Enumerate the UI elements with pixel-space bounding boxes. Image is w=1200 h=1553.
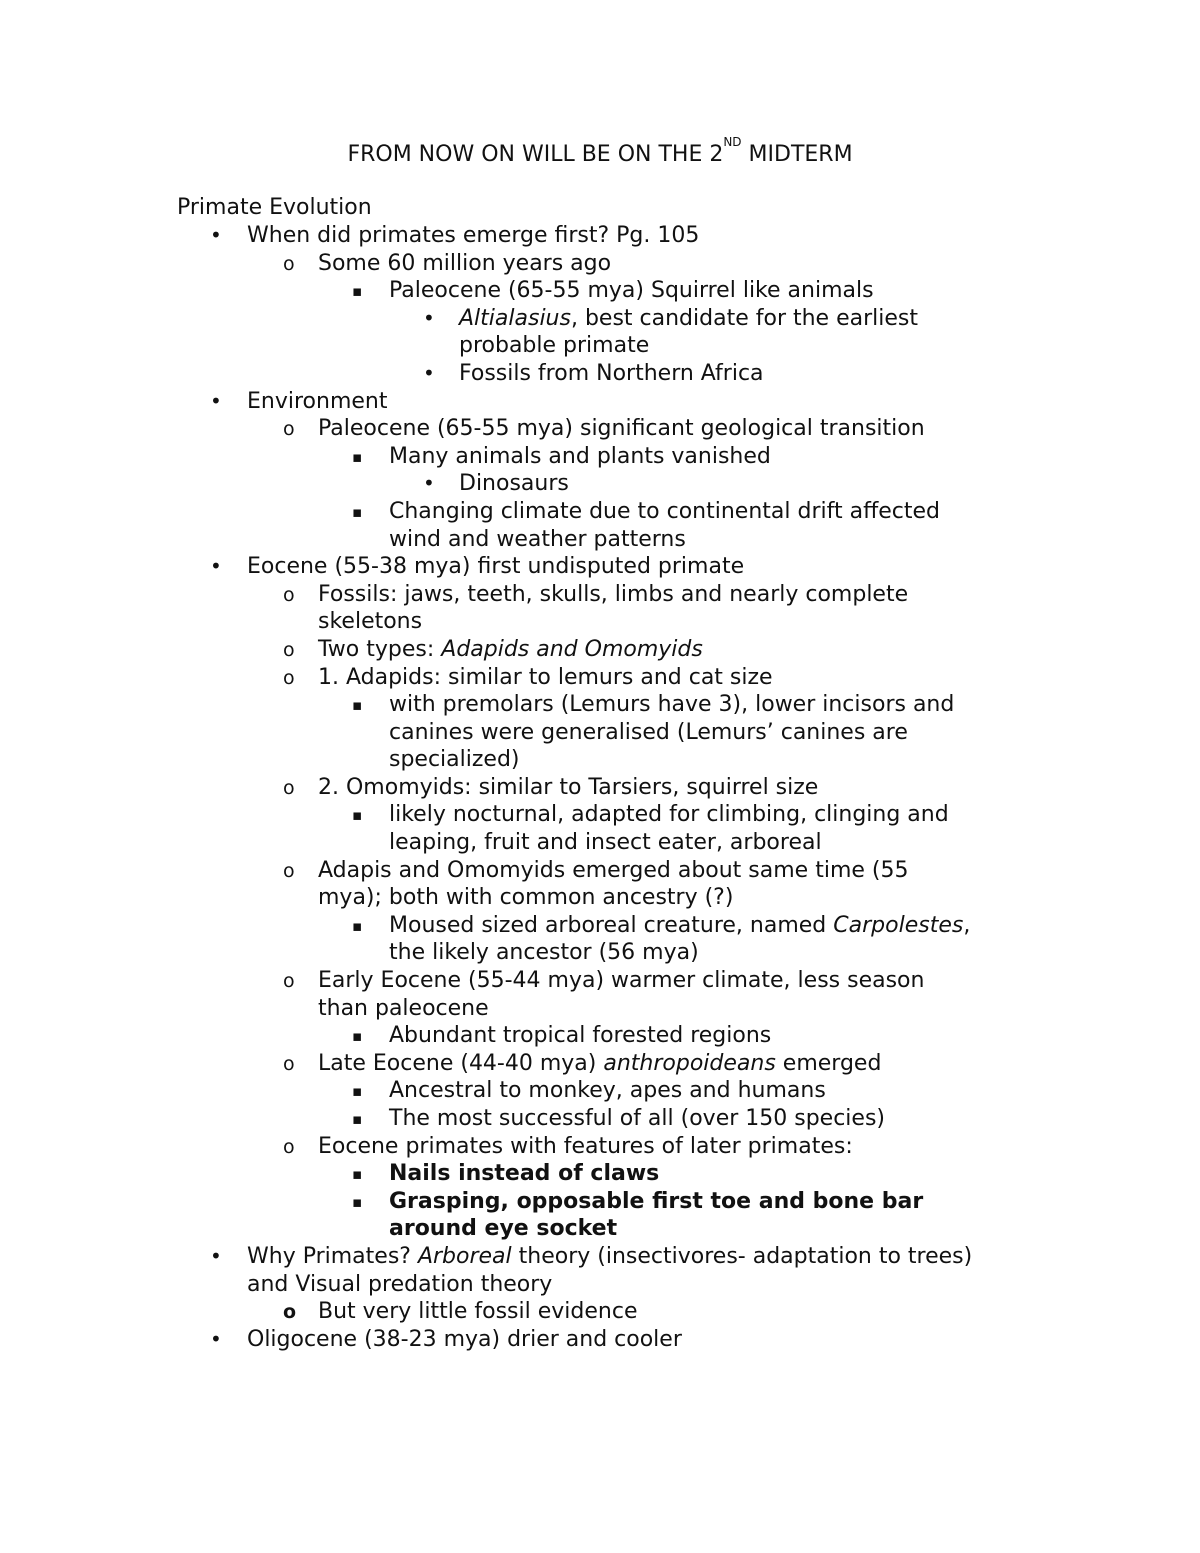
- outline-line-text: [389, 719, 908, 747]
- square-bullet-icon: ▪: [352, 806, 363, 825]
- outline-line-text: [389, 1215, 617, 1243]
- text-run: Eocene primates with features of later primates:: [318, 1133, 853, 1159]
- title-after: MIDTERM: [741, 142, 853, 167]
- outline-line-text: [389, 1022, 771, 1050]
- circle-bullet-icon: o: [283, 970, 295, 993]
- title-main: FROM NOW ON WILL BE ON THE 2: [347, 142, 724, 167]
- circle-bullet-icon: o: [283, 418, 295, 441]
- square-bullet-icon: ▪: [352, 1165, 363, 1184]
- square-bullet-icon: ▪: [352, 1192, 363, 1211]
- text-run: 1. Adapids: similar to lemurs and cat size: [318, 664, 773, 690]
- outline-line-text: [389, 526, 686, 554]
- disc-bullet-icon: •: [423, 305, 435, 330]
- square-bullet-icon: ▪: [352, 1027, 363, 1046]
- text-run: Environment: [247, 388, 388, 414]
- text-run: wind and weather patterns: [389, 526, 686, 552]
- title-superscript: ND: [723, 135, 742, 149]
- outline-line: [0, 415, 1200, 443]
- text-run: mya); both with common ancestry (?): [318, 885, 734, 911]
- text-run: theory (insectivores- adaptation to trees): [511, 1243, 973, 1269]
- square-bullet-icon: ▪: [352, 502, 363, 521]
- outline-line: [0, 967, 1200, 995]
- outline-line-text: [389, 277, 874, 305]
- text-run: with premolars (Lemurs have 3), lower incisors and: [389, 692, 955, 718]
- outline-line: [0, 1022, 1200, 1050]
- outline-line: [0, 222, 1200, 250]
- text-run: Adapids and Omomyids: [441, 636, 703, 662]
- square-bullet-icon: ▪: [352, 916, 363, 935]
- circle-bullet-icon: o: [283, 666, 295, 689]
- text-run: Two types:: [318, 636, 442, 662]
- outline-line: [0, 1271, 1200, 1299]
- outline-line: [0, 1050, 1200, 1078]
- outline-line-text: [318, 636, 703, 664]
- outline-line: [0, 746, 1200, 774]
- outline-line: [0, 608, 1200, 636]
- outline-line-text: [247, 222, 699, 250]
- outline-line: [0, 829, 1200, 857]
- text-run: The most successful of all (over 150 species): [389, 1106, 885, 1131]
- outline-line: [0, 664, 1200, 692]
- outline-line: [0, 388, 1200, 416]
- text-run: and Visual predation theory: [247, 1271, 553, 1297]
- text-run: Moused sized arboreal creature, named: [389, 912, 834, 938]
- text-run: the likely ancestor (56 mya): [389, 940, 699, 966]
- outline-line-text: [247, 1243, 972, 1271]
- text-run: Ancestral to monkey, apes and humans: [389, 1078, 826, 1104]
- outline-line: [0, 277, 1200, 305]
- text-run: Carpolestes: [833, 912, 964, 938]
- outline-line: [0, 691, 1200, 719]
- outline-line-text: [389, 691, 954, 719]
- outline-line-text: [247, 1271, 552, 1299]
- text-run: Many animals and plants vanished: [389, 443, 771, 469]
- disc-bullet-icon: •: [210, 223, 222, 247]
- outline-line: [0, 801, 1200, 829]
- text-run: Oligocene (38-23 mya) drier and cooler: [247, 1326, 682, 1352]
- square-bullet-icon: ▪: [352, 447, 363, 466]
- outline-line: [0, 1133, 1200, 1161]
- outline-line: [0, 1243, 1200, 1271]
- circle-bullet-icon: o: [283, 1135, 295, 1158]
- text-run: Nails instead of claws: [389, 1161, 660, 1187]
- text-run: 2. Omomyids: similar to Tarsiers, squirrel size: [318, 774, 819, 800]
- circle-bullet-icon: o: [283, 1301, 297, 1324]
- outline-line: [0, 581, 1200, 609]
- outline-line: [0, 553, 1200, 581]
- text-run: specialized): [389, 747, 520, 773]
- outline-line: [0, 305, 1200, 333]
- outline-line-text: [389, 498, 940, 526]
- outline-line: [0, 332, 1200, 360]
- text-run: Arboreal: [417, 1243, 512, 1269]
- outline-line-text: [318, 250, 611, 278]
- outline-line-text: [459, 332, 649, 360]
- outline-line: [0, 995, 1200, 1023]
- outline-line-text: [459, 305, 918, 333]
- disc-bullet-icon: •: [210, 1243, 222, 1268]
- outline-line-text: [389, 801, 949, 829]
- text-run: Some 60 million years ago: [318, 250, 612, 276]
- text-run: leaping, fruit and insect eater, arboreal: [389, 830, 822, 856]
- outline-line: [0, 1105, 1200, 1133]
- text-run: Abundant tropical forested regions: [389, 1023, 772, 1049]
- text-run: Dinosaurs: [459, 471, 569, 497]
- disc-bullet-icon: •: [423, 471, 435, 496]
- outline-line: [0, 470, 1200, 498]
- outline-line: [0, 250, 1200, 278]
- text-run: Paleocene (65-55 mya) significant geological transition: [318, 416, 925, 442]
- outline-line-text: [318, 857, 908, 885]
- disc-bullet-icon: •: [210, 554, 222, 579]
- circle-bullet-icon: o: [283, 252, 295, 275]
- section-heading: Primate Evolution: [177, 195, 372, 220]
- outline-line: [0, 939, 1200, 967]
- square-bullet-icon: ▪: [352, 1110, 363, 1128]
- square-bullet-icon: ▪: [352, 696, 363, 715]
- disc-bullet-icon: •: [210, 388, 222, 413]
- circle-bullet-icon: o: [283, 583, 295, 606]
- text-run: anthropoideans: [603, 1050, 776, 1076]
- outline-line-text: [318, 774, 818, 802]
- outline-line-text: [389, 746, 520, 774]
- outline-line-text: [389, 939, 699, 967]
- outline-line: [0, 1326, 1200, 1354]
- outline-line-text: [389, 1077, 826, 1105]
- text-run: Paleocene (65-55 mya) Squirrel like animals: [389, 278, 874, 304]
- square-bullet-icon: ▪: [352, 282, 363, 301]
- text-run: But very little fossil evidence: [318, 1299, 638, 1325]
- outline-line-text: [318, 967, 924, 995]
- text-run: probable primate: [459, 333, 650, 359]
- text-run: Altialasius: [459, 305, 571, 331]
- outline-line-text: [389, 443, 771, 471]
- disc-bullet-icon: •: [210, 1326, 222, 1351]
- outline-line-text: [247, 388, 387, 416]
- text-run: around eye socket: [389, 1216, 618, 1242]
- text-run: canines were generalised (Lemurs’ canines are: [389, 719, 908, 745]
- text-run: ,: [963, 912, 971, 938]
- text-run: likely nocturnal, adapted for climbing, clinging and: [389, 802, 949, 828]
- outline-line: [0, 526, 1200, 554]
- outline-line-text: [318, 884, 733, 912]
- outline-line: [0, 1160, 1200, 1188]
- text-run: emerged: [775, 1050, 882, 1076]
- circle-bullet-icon: o: [283, 859, 295, 882]
- outline-line: [0, 360, 1200, 388]
- disc-bullet-icon: •: [423, 360, 435, 385]
- outline-line: [0, 1215, 1200, 1243]
- circle-bullet-icon: o: [283, 1052, 295, 1075]
- text-run: Fossils from Northern Africa: [459, 360, 764, 386]
- outline-line-text: [459, 470, 569, 498]
- outline-list: [0, 222, 1200, 1353]
- outline-line-text: [318, 995, 489, 1023]
- circle-bullet-icon: o: [283, 776, 295, 799]
- outline-line: [0, 884, 1200, 912]
- text-run: Changing climate due to continental drift affected: [389, 498, 940, 524]
- text-run: than paleocene: [318, 995, 489, 1021]
- outline-line: [0, 912, 1200, 940]
- text-run: Why Primates?: [247, 1243, 418, 1269]
- outline-line-text: [318, 608, 422, 636]
- text-run: Early Eocene (55-44 mya) warmer climate, less season: [318, 968, 925, 994]
- outline-line: [0, 857, 1200, 885]
- outline-line-text: [318, 1133, 853, 1161]
- outline-line-text: [459, 360, 764, 388]
- text-run: , best candidate for the earliest: [570, 305, 918, 331]
- outline-line: [0, 498, 1200, 526]
- outline-line: [0, 774, 1200, 802]
- outline-line-text: [247, 553, 744, 581]
- outline-line-text: [389, 1105, 885, 1133]
- text-run: Eocene (55-38 mya) first undisputed primate: [247, 554, 745, 580]
- outline-line-text: [389, 829, 822, 857]
- text-run: skeletons: [318, 609, 423, 635]
- outline-line-text: [318, 664, 773, 692]
- outline-line: [0, 443, 1200, 471]
- outline-line: [0, 1298, 1200, 1326]
- outline-line: [0, 1077, 1200, 1105]
- page-title: [0, 135, 1200, 170]
- text-run: When did primates emerge first? Pg. 105: [247, 223, 700, 248]
- square-bullet-icon: ▪: [352, 1082, 363, 1101]
- outline-line-text: [389, 1188, 923, 1216]
- text-run: Adapis and Omomyids emerged about same time (55: [318, 857, 909, 883]
- text-run: Grasping, opposable first toe and bone bar: [389, 1188, 924, 1214]
- outline-line: [0, 636, 1200, 664]
- text-run: Fossils: jaws, teeth, skulls, limbs and nearly complete: [318, 581, 909, 607]
- outline-line-text: [247, 1326, 682, 1354]
- outline-line-text: [318, 581, 908, 609]
- outline-line: [0, 719, 1200, 747]
- outline-line-text: [318, 415, 925, 443]
- circle-bullet-icon: o: [283, 638, 295, 661]
- outline-line-text: [318, 1298, 637, 1326]
- outline-line-text: [389, 912, 970, 940]
- outline-line-text: [389, 1160, 659, 1188]
- outline-line: [0, 1188, 1200, 1216]
- text-run: Late Eocene (44-40 mya): [318, 1050, 604, 1076]
- outline-line-text: [318, 1050, 881, 1078]
